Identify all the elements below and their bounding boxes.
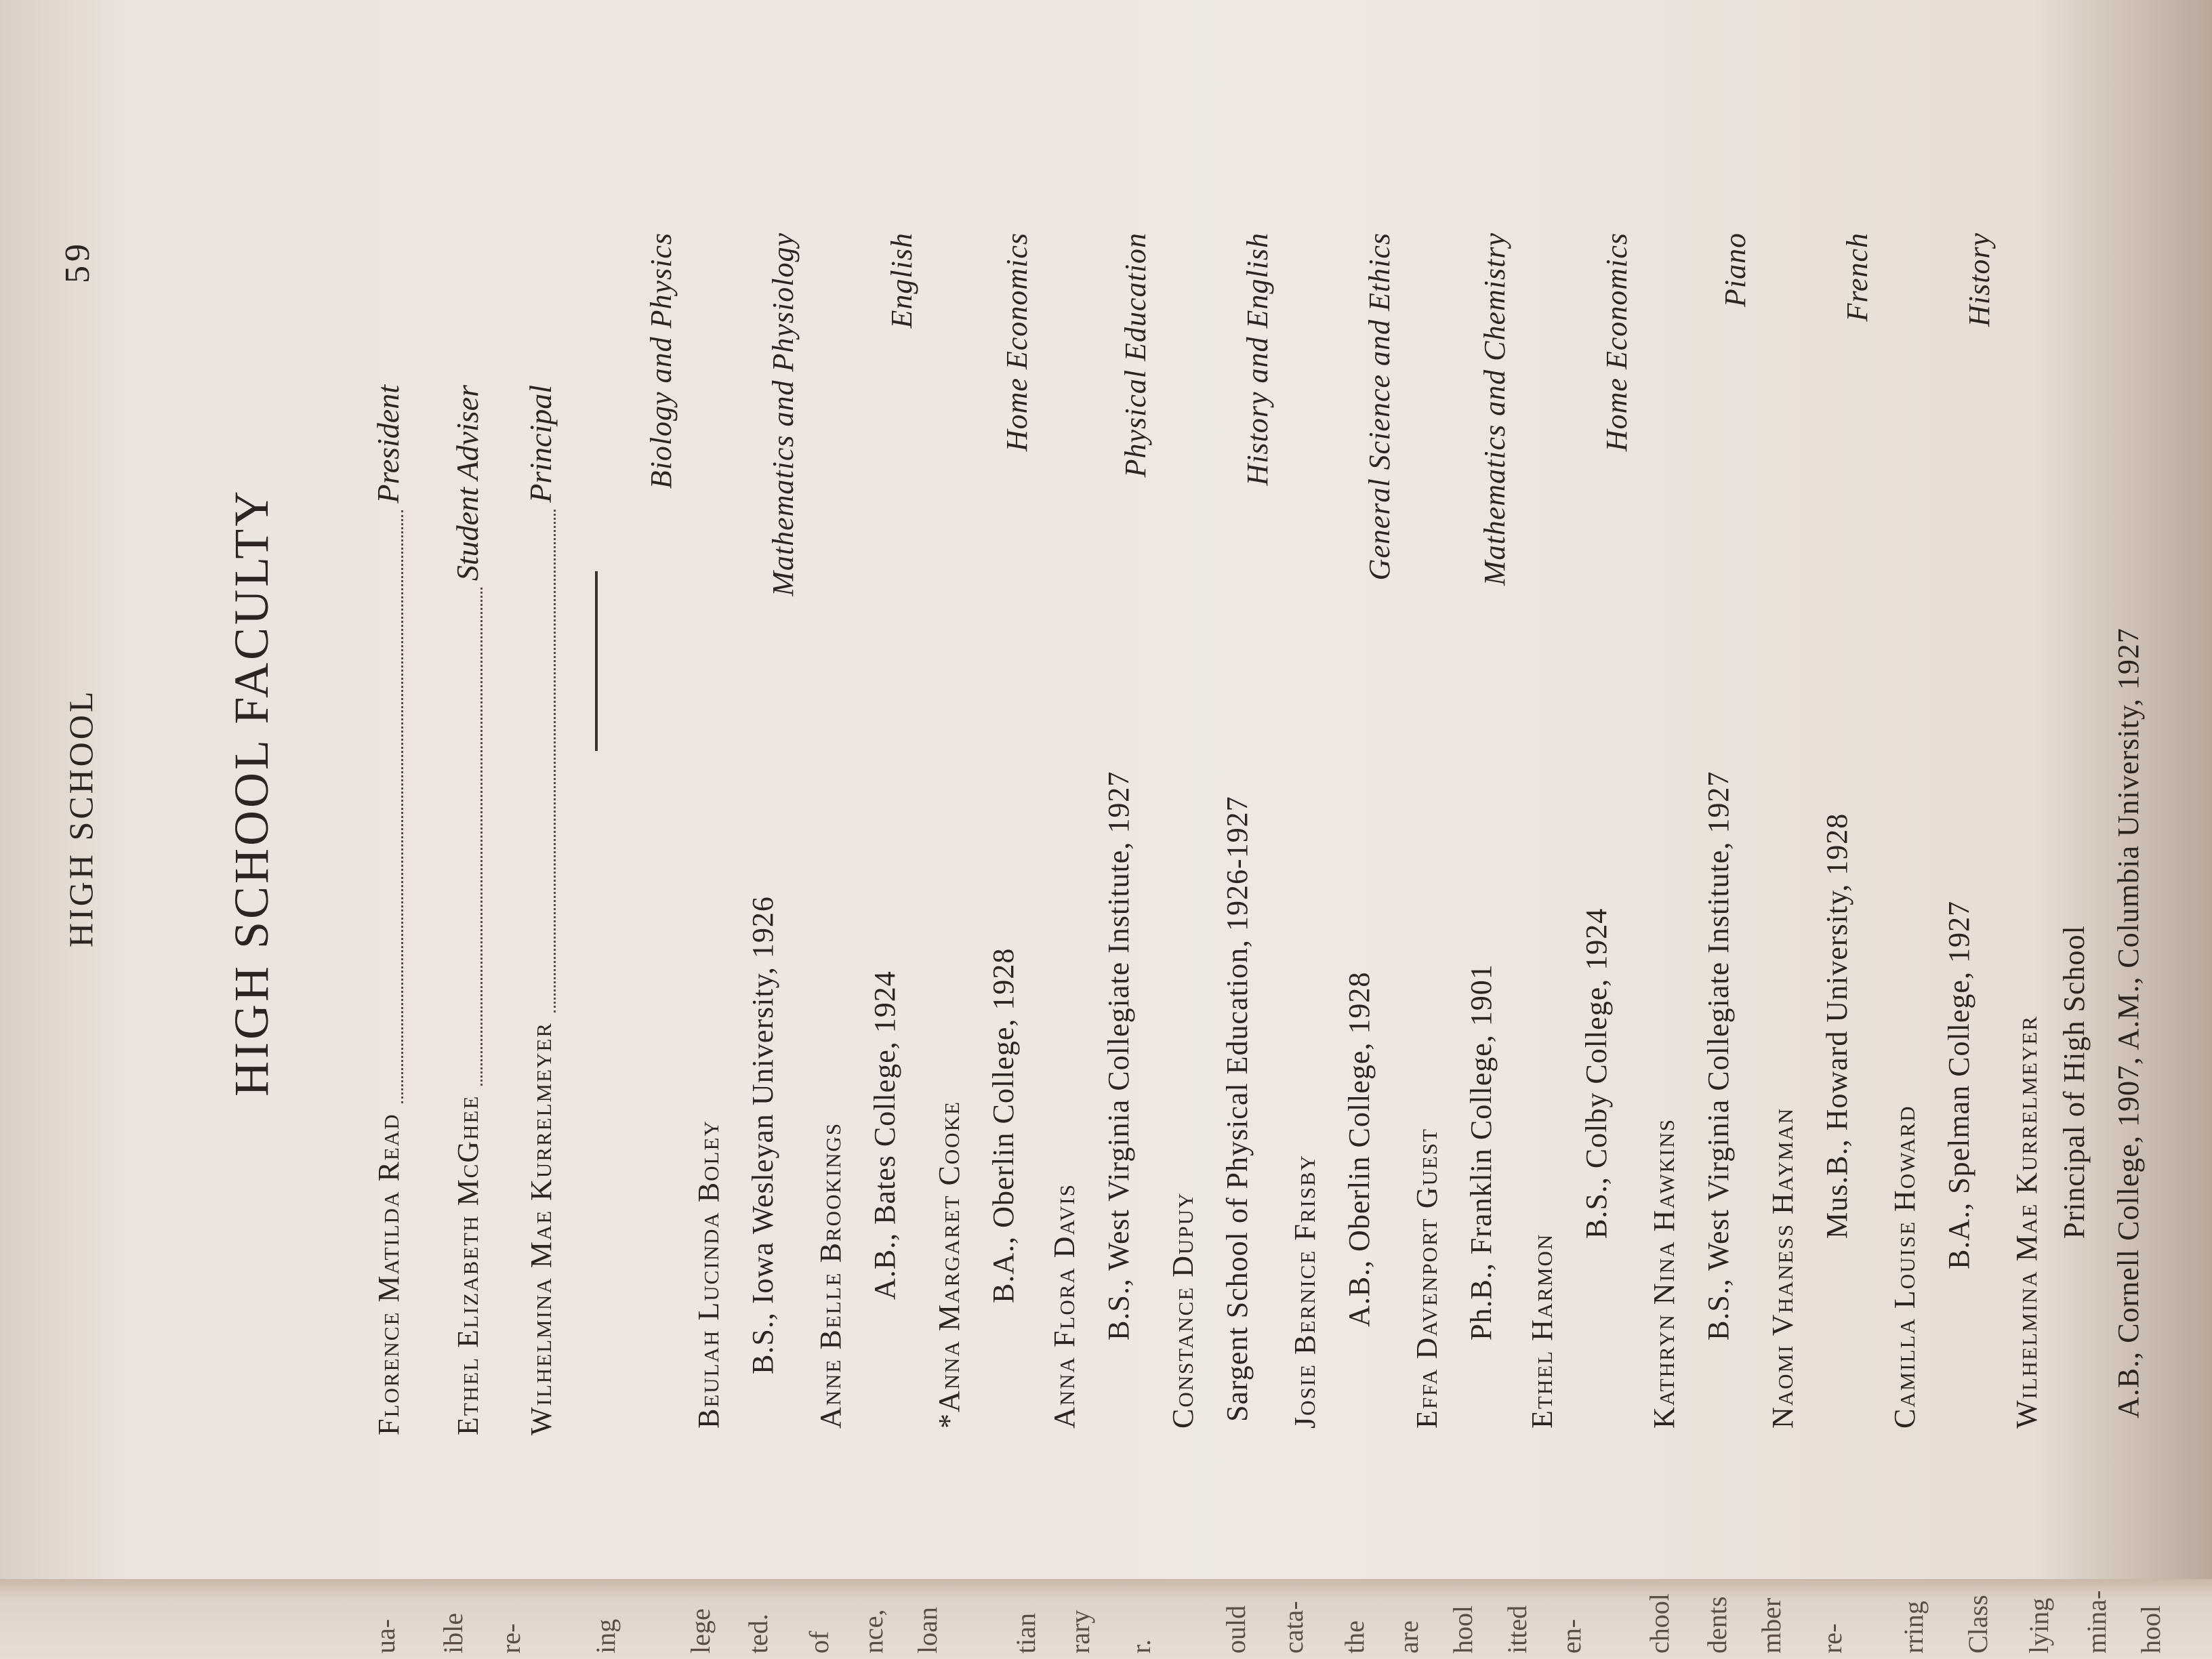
faculty-degree: B.S., West Virginia Collegiate Institute, 1927: [1102, 771, 1135, 1340]
faculty-degree: B.S., Iowa Wesleyan University, 1926: [746, 896, 779, 1374]
officer-role: Principal: [523, 385, 558, 503]
running-head: HIGH SCHOOL: [62, 689, 100, 947]
facing-page-fragment: ua-: [370, 1618, 401, 1654]
facing-page-fragment: rary: [1065, 1610, 1095, 1654]
officer-role: Student Adviser: [450, 385, 485, 581]
faculty-name: Ethel Harmon: [1525, 1233, 1559, 1429]
facing-page-fragment: rring: [1898, 1601, 1929, 1654]
faculty-name: Effa Davenport Guest: [1410, 1128, 1443, 1429]
facing-page-fragment: ing: [590, 1618, 621, 1654]
facing-page-fragment: chool: [1644, 1593, 1675, 1654]
leader-dots: [401, 510, 403, 1104]
faculty-subject: History: [1963, 232, 1996, 327]
facing-page-fragment: ould: [1221, 1605, 1251, 1654]
facing-page-fragment: ted.: [743, 1614, 773, 1654]
facing-page-fragment: lying: [2024, 1597, 2054, 1654]
faculty-name: Anne Belle Brookings: [814, 1122, 847, 1429]
faculty-subject: French: [1841, 232, 1874, 322]
faculty-name: Wilhelmina Mae Kurrelmeyer: [2010, 1015, 2043, 1429]
facing-page-fragment: dents: [1702, 1596, 1732, 1654]
faculty-degree: B.A., Spelman College, 1927: [1942, 901, 1975, 1269]
faculty-subject: Home Economics: [1600, 232, 1633, 452]
section-divider: [595, 571, 598, 751]
facing-page-fragment: hool: [1448, 1605, 1478, 1654]
faculty-subject: Piano: [1719, 232, 1752, 308]
faculty-name: Beulah Lucinda Boley: [692, 1120, 725, 1429]
leader-dots: [480, 588, 483, 1086]
facing-page-fragment: tian: [1010, 1613, 1041, 1654]
faculty-name: Camilla Louise Howard: [1888, 1105, 1921, 1429]
faculty-name: Naomi Vhaness Hayman: [1766, 1107, 1799, 1429]
page-number: 59: [58, 240, 97, 283]
faculty-degree: Sargent School of Physical Education, 1926-1927: [1221, 796, 1254, 1422]
facing-page-fragment: en-: [1556, 1618, 1586, 1654]
faculty-degree: A.B., Bates College, 1924: [868, 970, 901, 1300]
facing-page-fragment: re-: [495, 1623, 526, 1654]
faculty-degree: Ph.B., Franklin College, 1901: [1465, 964, 1498, 1340]
officer-name: Wilhelmina Mae Kurrelmeyer: [525, 1021, 558, 1435]
faculty-degree: A.B., Cornell College, 1907, A.M., Columbia University, 1927: [2112, 628, 2145, 1418]
faculty-name: *Anna Margaret Cooke: [933, 1101, 966, 1429]
facing-page-fragment: cata-: [1278, 1601, 1309, 1654]
faculty-subject: Home Economics: [1000, 232, 1033, 452]
officer-name: Florence Matilda Read: [372, 1113, 405, 1435]
facing-page-fragment: of: [804, 1631, 834, 1654]
faculty-name: Josie Bernice Frisby: [1288, 1153, 1322, 1429]
officer-name: Ethel Elizabeth McGhee: [451, 1094, 485, 1435]
facing-page-fragment: nce,: [858, 1609, 888, 1654]
facing-page-fragment: are: [1393, 1620, 1424, 1654]
faculty-degree: A.B., Oberlin College, 1928: [1343, 971, 1376, 1327]
facing-page-fragment: lege: [685, 1608, 716, 1654]
facing-page-fragment: mber: [1756, 1597, 1786, 1654]
faculty-degree: B.S., West Virginia Collegiate Institute, 1927: [1702, 771, 1735, 1340]
facing-page-fragment: hool: [2135, 1605, 2166, 1654]
faculty-subject: Mathematics and Physiology: [766, 232, 800, 596]
faculty-subject: Biology and Physics: [644, 232, 678, 489]
facing-page-fragment: Class: [1963, 1595, 1993, 1654]
facing-page-fragment: loan: [912, 1607, 943, 1654]
faculty-subject: History and English: [1241, 232, 1274, 486]
facing-page-fragment: mina-: [2081, 1590, 2112, 1654]
faculty-subject: Mathematics and Chemistry: [1478, 232, 1511, 586]
faculty-name: Kathryn Nina Hawkins: [1647, 1118, 1681, 1429]
faculty-degree: B.A., Oberlin College, 1928: [987, 947, 1020, 1303]
facing-page-fragment: the: [1339, 1620, 1370, 1654]
page-title: HIGH SCHOOL FACULTY: [224, 488, 279, 1097]
faculty-degree: B.S., Colby College, 1924: [1580, 907, 1613, 1239]
facing-page-fragment: ible: [438, 1613, 468, 1654]
facing-page-fragment: r.: [1126, 1639, 1156, 1654]
faculty-subject: Physical Education: [1119, 232, 1152, 478]
faculty-subject: English: [885, 232, 918, 329]
faculty-name: Anna Flora Davis: [1048, 1183, 1081, 1429]
faculty-subject: General Science and Ethics: [1363, 232, 1396, 581]
facing-page-fragment: itted: [1502, 1605, 1532, 1654]
faculty-degree: Mus.B., Howard University, 1928: [1820, 813, 1853, 1239]
facing-page-fragment: re-: [1817, 1623, 1847, 1654]
faculty-name: Constance Dupuy: [1166, 1191, 1200, 1429]
officer-role: President: [371, 385, 405, 504]
faculty-title: Principal of High School: [2057, 925, 2091, 1239]
leader-dots: [554, 510, 556, 1012]
